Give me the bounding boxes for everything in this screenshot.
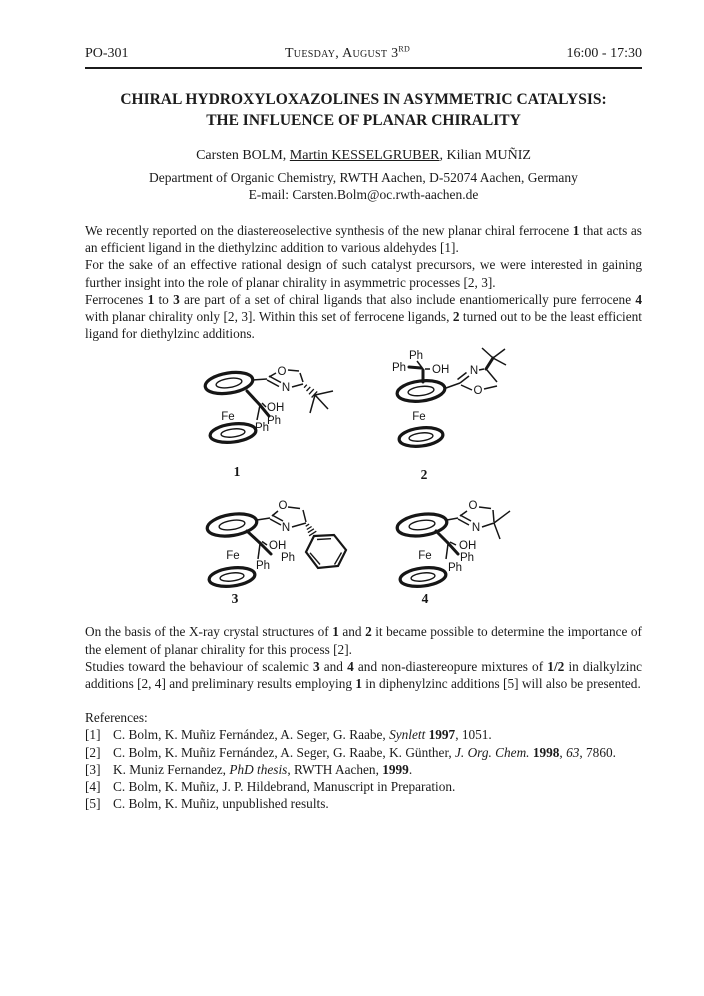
oh-label: OH: [459, 540, 477, 553]
reference-marker: [5]: [85, 796, 101, 812]
abstract-paragraphs: [85, 222, 642, 342]
phenyl-ring: [306, 535, 346, 568]
reference-marker: [3]: [85, 761, 101, 777]
paragraph: Ferrocenes 1 to 3 are part of a set of chiral ligands that also include enantiomerically pure ferrocene 4 with planar chirality only [2, 3]. Within this set of ferrocene ligands, 2 turned out to be the least efficient ligand for diethylzinc additions.: [85, 291, 642, 342]
n-label: N: [281, 382, 291, 395]
compound-figure: [85, 345, 642, 617]
reference-item: [85, 726, 642, 743]
tbu-group: [482, 348, 506, 365]
session-date: Tuesday, August 3RD: [284, 44, 411, 61]
n-label: N: [469, 365, 479, 378]
paragraph: On the basis of the X-ray crystal structures of 1 and 2 it became possible to determine the importance of the element of planar chirality for this process [2].: [85, 624, 642, 657]
paragraph: For the sake of an effective rational design of such catalyst precursors, we were interested in gaining further insight into the role of planar chirality in asymmetric processes [2, 3].: [85, 257, 642, 290]
reference-text: C. Bolm, K. Muñiz, unpublished results.: [113, 796, 329, 812]
email-line: E-mail: Carsten.Bolm@oc.rwth-aachen.de: [248, 186, 479, 202]
cp-inner-rings: [215, 377, 245, 439]
oh-label: OH: [269, 540, 287, 553]
hash-wedge: [306, 525, 317, 537]
o-label: O: [278, 500, 288, 513]
reference-item: [85, 761, 642, 778]
page-header: [85, 46, 642, 69]
tbu-wedge: [486, 358, 493, 369]
references-heading: References:: [85, 710, 148, 726]
ph-label: Ph: [255, 560, 271, 573]
ph-label: Ph: [408, 350, 424, 363]
paper-title-line1: CHIRAL HYDROXYLOXAZOLINES IN ASYMMETRIC CATALYSIS:: [120, 91, 607, 108]
ph-label: Ph: [280, 552, 296, 565]
compound-number: 1: [233, 464, 241, 480]
fe-label: Fe: [226, 550, 240, 563]
compound-number: 2: [420, 467, 428, 483]
structure-3-drawing: [173, 491, 373, 613]
ph-label: Ph: [459, 552, 475, 565]
reference-text: C. Bolm, K. Muñiz, J. P. Hildebrand, Manuscript in Preparation.: [113, 779, 456, 795]
o-label: O: [468, 500, 478, 513]
structure-2-drawing: [343, 345, 533, 490]
reference-text: C. Bolm, K. Muñiz Fernández, A. Seger, G. Raabe, K. Günther, J. Org. Chem. 1998, 63, 7860.: [113, 744, 616, 760]
paper-title-line2: THE INFLUENCE OF PLANAR CHIRALITY: [206, 111, 521, 129]
paragraph: We recently reported on the diastereoselective synthesis of the new planar chiral ferrocene 1 that acts as an efficient ligand in the diethylzinc addition to various aldehydes [1].: [85, 223, 642, 256]
structure-1-drawing: [177, 347, 357, 487]
session-time: 16:00 - 17:30: [566, 46, 642, 61]
discussion-paragraphs: [85, 623, 642, 692]
cp-rings: [204, 370, 257, 445]
gem-dimethyl-group: [494, 511, 510, 539]
o-label: O: [277, 366, 287, 379]
ph-label: Ph: [391, 362, 407, 375]
reference-marker: [4]: [85, 779, 101, 795]
tbu-group: [310, 391, 333, 413]
paper-title: [85, 90, 642, 131]
poster-code: PO-301: [85, 46, 129, 61]
reference-text: K. Muniz Fernandez, PhD thesis, RWTH Aachen, 1999.: [113, 761, 413, 777]
paragraph: Studies toward the behaviour of scalemic 3 and 4 and non-diastereopure mixtures of 1/2 in dialkylzinc additions [2, 4] and preliminary results employing 1 in diphenylzinc additions [5] will also be presented.: [85, 658, 643, 692]
phenyl-double-bonds: [310, 539, 342, 565]
ph-label: Ph: [254, 422, 270, 435]
fe-label: Fe: [418, 550, 432, 563]
ph-label: Ph: [266, 415, 282, 428]
o-label: O: [473, 385, 483, 398]
oh-label: OH: [432, 364, 450, 377]
reference-item: [85, 778, 642, 795]
compound-number: 3: [231, 591, 239, 607]
fe-label: Fe: [221, 411, 235, 424]
ph-label: Ph: [447, 562, 463, 575]
references-section: [85, 709, 642, 812]
reference-marker: [2]: [85, 744, 101, 760]
n-label: N: [471, 522, 481, 535]
oh-label: OH: [267, 402, 285, 415]
affiliation-line: Department of Organic Chemistry, RWTH Aachen, D-52074 Aachen, Germany: [149, 170, 578, 185]
n-label: N: [281, 522, 291, 535]
reference-item: [85, 744, 642, 761]
fe-label: Fe: [412, 411, 426, 424]
structure-4-drawing: [348, 491, 533, 613]
reference-item: [85, 795, 642, 812]
reference-marker: [1]: [85, 727, 101, 743]
authors-line: Carsten BOLM, Martin KESSELGRUBER, Kilian MUÑIZ: [196, 148, 531, 163]
reference-text: C. Bolm, K. Muñiz Fernández, A. Seger, G. Raabe, Synlett 1997, 1051.: [113, 727, 492, 743]
compound-number: 4: [421, 591, 429, 607]
